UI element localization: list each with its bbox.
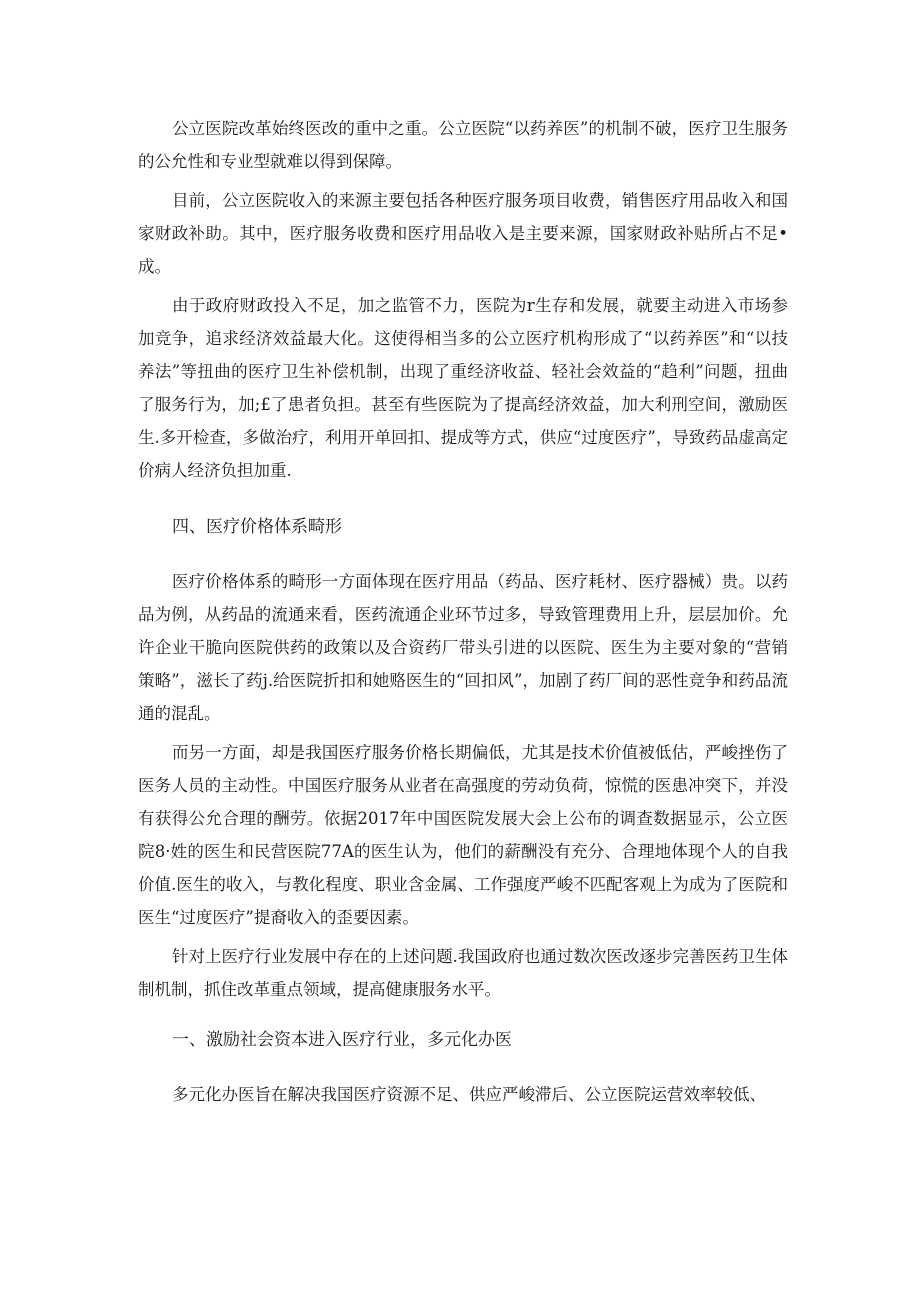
body-paragraph: 针对上医疗行业发展中存在的上述问题.我国政府也通过数次医改逐步完善医药卫生体制机制，抓住改革重点领域，提高健康服务水平。 (138, 947, 788, 999)
body-paragraph: 而另一方面，却是我国医疗服务价格长期偏低，尤其是技术价值被低估，严峻挫伤了医务人员的主动性。中国医疗服务从业者在高强度的劳动负荷，惊慌的医患冲突下，并没有获得公允合理的酬劳。依据2017年中国医院发展大会上公布的调查数据显示，公立医院8·姓的医生和民营医院77A的医生认为，他们的薪酬没有充分、合理地体现个人的自我价值.医生的收入，与教化程度、职业含金属、工作强度严峻不匹配客观上为成为了医院和医生“过度医疗”提裔收入的歪要因素。 (138, 743, 788, 927)
body-paragraph: 多元化办医旨在解决我国医疗资源不足、供应严峻滞后、公立医院运营效率较低、 (172, 1085, 766, 1104)
document-page (138, 112, 788, 1111)
body-paragraph: 公立医院改革始终医改的重中之重。公立医院“以药养医”的机制不破，医疗卫生服务的公允性和专业型就难以得到保障。 (138, 119, 788, 171)
section-heading: 四、医疗价格体系畸形 (172, 517, 342, 537)
body-paragraph: 医疗价格体系的畸形一方面体现在医疗用品（药品、医疗耗材、医疗器械）贵。以药品为例，从药品的流通来看，医药流通企业环节过多，导致管理费用上升，层层加价。允许企业干脆向医院供药的政策以及合资药厂带头引进的以医院、医生为主要对象的“营销策略”，滋长了药j.给医院折扣和她赂医生的“回扣风”，加剧了药厂间的恶性竞争和药品流通的混乱。 (138, 572, 788, 723)
section-heading: 一、激励社会资本进入医疗行业，多元化办医 (172, 1030, 512, 1050)
body-paragraph: 目前，公立医院收入的来源主要包括各种医疗服务项目收费，销售医疗用品收入和国家财政补助。其中，医疗服务收费和医疗用品收入是主要来源，国家财政补贴所占不足•成。 (138, 191, 788, 276)
body-paragraph: 由于政府财政投入不足，加之监管不力，医院为r生存和发展，就要主动进入市场参加竞争，追求经济效益最大化。这使得相当多的公立医疗机构形成了“以药养医”和“以技养法”等扭曲的医疗卫生补偿机制，出现了重经济收益、轻社会效益的“趋利”问题，扭曲了服务行为，加;£了患者负担。甚至有些医院为了提高经济效益，加大利刑空间，激励医生.多开检查，多做治疗，利用开单回扣、提成等方式，供应“过度医疗”，导致药品虚高定价病人经济负担加重. (138, 296, 788, 480)
